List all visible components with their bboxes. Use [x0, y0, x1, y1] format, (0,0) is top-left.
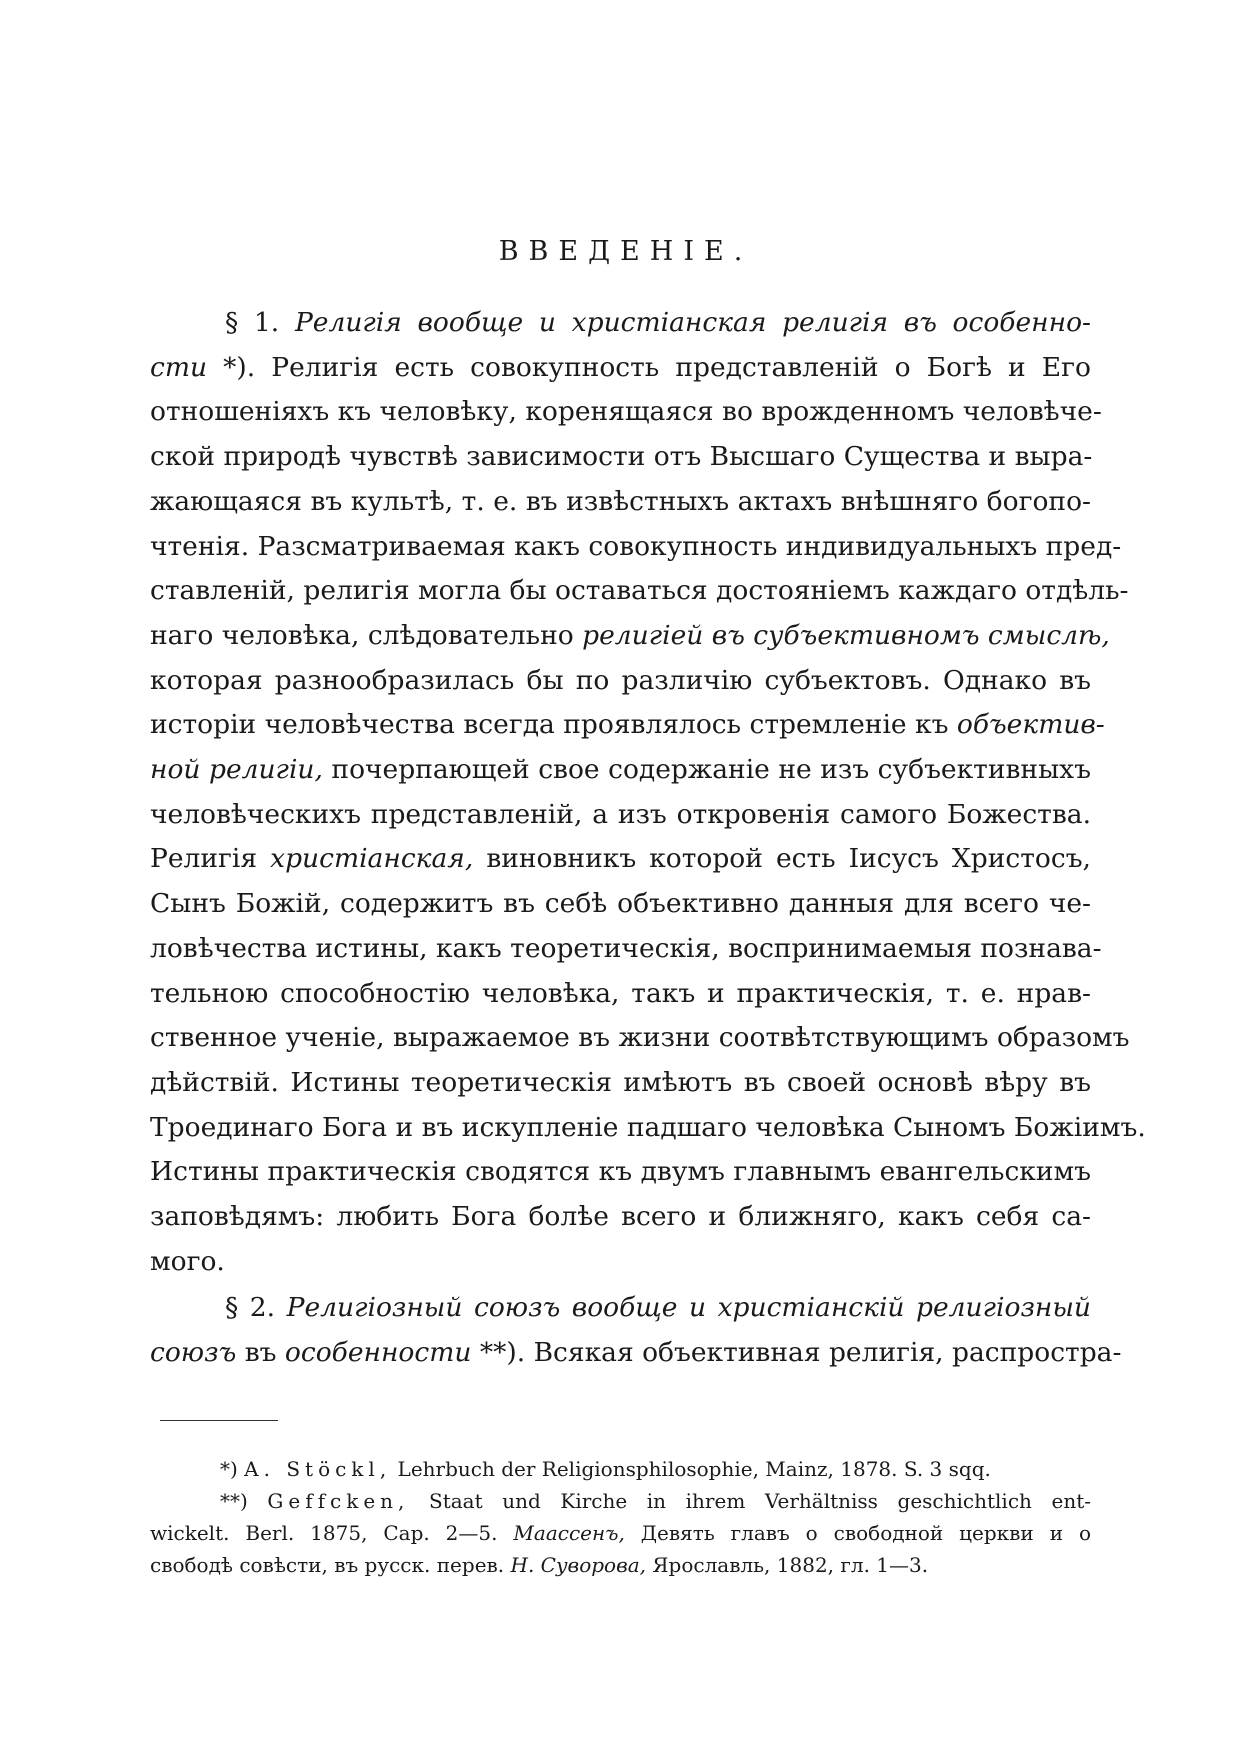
- section-title-cont: сти: [150, 351, 208, 383]
- text-line: тельною способностію человѣка, такъ и практическія, т. е. нрав-: [150, 977, 1091, 1009]
- section-title: Религія вообще и христіанская религія въ особенно-: [294, 307, 1091, 338]
- text-line: мого.: [150, 1245, 225, 1277]
- footnote-mark: *).: [223, 351, 256, 383]
- text-line: заповѣдямъ: любить Бога болѣе всего и ближняго, какъ себя са-: [150, 1201, 1091, 1233]
- footnote-1: *) A. Stöckl, Lehrbuch der Religionsphilosophie, Mainz, 1878. S. 3 sqq.: [220, 1456, 991, 1481]
- text-line: дѣйствій. Истины теоретическія имѣютъ въ своей основѣ вѣру въ: [150, 1066, 1091, 1098]
- footnote-divider: [160, 1420, 278, 1421]
- text-line: наго человѣка, слѣдовательно религіей въ субъективномъ смыслѣ,: [150, 619, 1110, 651]
- footnote-author: A. Stöckl,: [244, 1456, 392, 1481]
- section-number: § 1.: [225, 307, 280, 338]
- footnote-2-cont: свободѣ совѣсти, въ русск. перев. Н. Суворова, Ярославль, 1882, гл. 1—3.: [150, 1552, 929, 1577]
- text-line: ской природѣ чувствѣ зависимости отъ Высшаго Существа и выра-: [150, 441, 1093, 473]
- text-line: союзъ въ особенности **). Всякая объективная религія, распростра-: [150, 1337, 1122, 1369]
- text-line: человѣческихъ представленій, а изъ откровенія самого Божества.: [150, 798, 1091, 830]
- text-line: ставленій, религія могла бы оставаться достояніемъ каждаго отдѣль-: [150, 575, 1129, 607]
- footnote-2: **) Geffcken, Staat und Kirche in ihrem Verhältniss geschichtlich ent-: [220, 1488, 1091, 1513]
- text-line: Сынъ Божій, содержитъ въ себѣ объективно данныя для всего че-: [150, 888, 1091, 920]
- section-1: [150, 301, 1146, 1284]
- section-number: § 2.: [225, 1292, 276, 1324]
- page-heading: ВВЕДЕНІЕ.: [498, 236, 753, 267]
- text-line: Истины практическія сводятся къ двумъ главнымъ евангельскимъ: [150, 1156, 1091, 1188]
- section-title-cont: особенности: [284, 1337, 472, 1369]
- footnotes: [150, 1453, 1091, 1581]
- text-line: ной религіи, почерпающей свое содержаніе не изъ субъективныхъ: [150, 754, 1091, 786]
- footnote-mark: **).: [479, 1337, 526, 1369]
- text-line: ственное ученіе, выражаемое въ жизни соотвѣтствующимъ образомъ: [150, 1022, 1130, 1054]
- text-line: Троединаго Бога и въ искупленіе падшаго человѣка Сыномъ Божіимъ.: [150, 1111, 1146, 1143]
- section-2: [150, 1286, 1122, 1375]
- text-line: Религія христіанская, виновникъ которой есть Іисусъ Христосъ,: [150, 843, 1091, 875]
- section-title: Религіозный союзъ вообще и христіанскій религіозный: [286, 1292, 1091, 1324]
- text-line: [150, 1286, 1091, 1331]
- italic-phrase: объектив-: [956, 709, 1105, 741]
- footnote-mark: **): [220, 1488, 248, 1513]
- footnote-mark: *): [220, 1456, 238, 1481]
- text-line: [150, 301, 1091, 346]
- text-line: которая разнообразилась бы по различію субъектовъ. Однако въ: [150, 664, 1091, 696]
- italic-phrase: христіанская,: [270, 843, 474, 875]
- document-page: [150, 236, 1146, 1581]
- footnote-2-cont: wickelt. Berl. 1875, Cap. 2—5. Маассенъ, Девять главъ о свободной церкви и о: [150, 1520, 1091, 1545]
- text-line: отношеніяхъ къ человѣку, коренящаяся во врожденномъ человѣче-: [150, 396, 1102, 428]
- italic-phrase: ной религіи,: [150, 754, 323, 786]
- text-line: ловѣчества истины, какъ теоретическія, воспринимаемыя познава-: [150, 932, 1102, 964]
- text-line: исторіи человѣчества всегда проявлялось стремленіе къ объектив-: [150, 709, 1105, 741]
- text-line: жающаяся въ культѣ, т. е. въ извѣстныхъ актахъ внѣшняго богопо-: [150, 485, 1091, 517]
- italic-phrase: религіей въ субъективномъ смыслѣ,: [582, 619, 1110, 651]
- text-line: сти *). Религія есть совокупность представленій о Богѣ и Его: [150, 351, 1091, 383]
- footnote-author: Geffcken,: [267, 1488, 410, 1513]
- section-title-cont: союзъ: [150, 1337, 237, 1369]
- text-line: чтенія. Разсматриваемая какъ совокупность индивидуальныхъ пред-: [150, 530, 1122, 562]
